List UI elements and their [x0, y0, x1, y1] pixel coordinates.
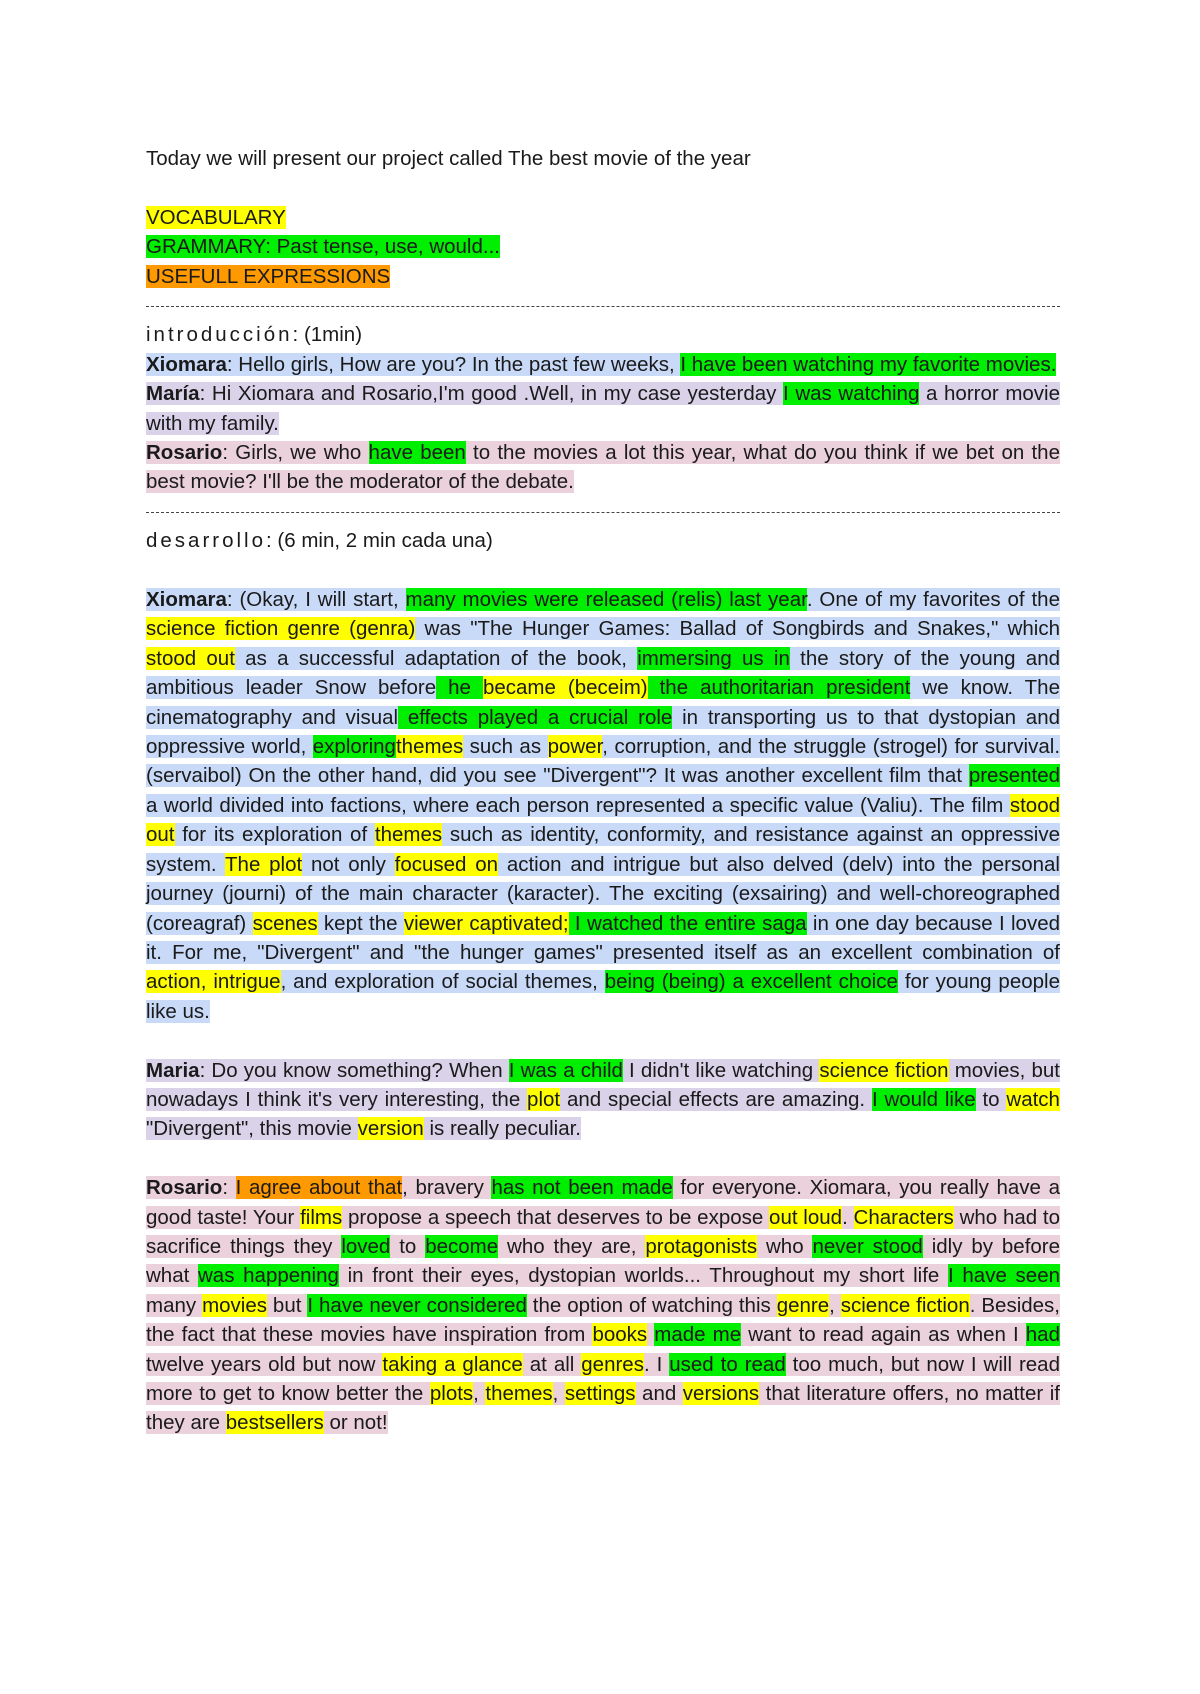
- speaker-name: Maria: [146, 1058, 200, 1082]
- section-title: desarrollo: [146, 529, 267, 553]
- xiomara-paragraph: Xiomara: (Okay, I will start, many movies were released (relis) last year. One of my favorites of the science fiction genre (genra) was "The Hunger Games: Ballad of Songbirds and Snakes," which stood out as a successful adaptation of the book, immersing us in the story of the young and ambitious leader Snow before he became (beceim) the authoritarian president we know. The cinematography and visual effects played a crucial role in transporting us to that dystopian and oppressive world, exploringthemes such as power, corruption, and the struggle (strogel) for survival. (servaibol) On the other hand, did you see "Divergent"? It was another excellent film that presented a world divided into factions, where each person represented a specific value (Valiu). The film stood out for its exploration of themes such as identity, conformity, and resistance against an oppressive system. The plot not only focused on action and intrigue but also delved (delv) into the personal journey (journi) of the main character (karacter). The exciting (exsairing) and well-choreographed (coreagraf) scenes kept the viewer captivated; I watched the entire saga in one day because I loved it. For me, "Divergent" and "the hunger games" presented itself as an excellent combination of action, intrigue, and exploration of social themes, being (being) a excellent choice for young people like us.: [146, 588, 1061, 1023]
- speaker-name: Xiomara: [146, 352, 227, 376]
- section-title: introducción: [146, 323, 293, 347]
- intro-line: Today we will present our project called The best movie of the year: [146, 147, 751, 170]
- intro-maria-paragraph: María: Hi Xiomara and Rosario,I'm good .Well, in my case yesterday I was watching a horror movie with my family.: [146, 382, 1061, 435]
- maria-paragraph: Maria: Do you know something? When I was a child I didn't like watching science fiction movies, but nowadays I think it's very interesting, the plot and special effects are amazing. I would like to watch "Divergent", this movie version is really peculiar.: [146, 1058, 1060, 1141]
- speaker-name: Xiomara: [146, 588, 227, 612]
- rosario-paragraph: Rosario: I agree about that, bravery has not been made for everyone. Xiomara, you really have a good taste! Your films propose a speech that deserves to be expose out loud. Characters who had to sacrifice things they loved to become who they are, protagonists who never stood idly by before what was happening in front their eyes, dystopian worlds... Throughout my short life I have seen many movies but I have never considered the option of watching this genre, science fiction. Besides, the fact that these movies have inspiration from books made me want to read again as when I had twelve years old but now taking a glance at all genres. I used to read too much, but now I will read more to get to know better the plots, themes, settings and versions that literature offers, no matter if they are bestsellers or not!: [146, 1176, 1061, 1435]
- speaker-name: María: [146, 382, 200, 406]
- intro-rosario-paragraph: Rosario: Girls, we who have been to the movies a lot this year, what do you think if we bet on the best movie? I'll be the moderator of the debate.: [146, 441, 1060, 494]
- speaker-name: Rosario: [146, 1176, 223, 1200]
- intro-xiomara-paragraph: Xiomara: Hello girls, How are you? In the past few weeks, I have been watching my favorite movies.: [146, 352, 1057, 376]
- section-time: : (1min): [292, 323, 363, 347]
- divider: [146, 291, 1060, 320]
- section-desarrollo-heading: [146, 526, 1060, 555]
- section-introduccion-heading: [146, 320, 1060, 349]
- section-time: : (6 min, 2 min cada una): [266, 529, 493, 553]
- document-page: [146, 144, 1060, 1438]
- divider: [146, 497, 1060, 526]
- legend-expressions: USEFULL EXPRESSIONS: [146, 264, 391, 288]
- legend-vocabulary: VOCABULARY: [146, 205, 286, 229]
- speaker-name: Rosario: [146, 441, 223, 465]
- legend-grammar: GRAMMARY: Past tense, use, would...: [146, 235, 500, 259]
